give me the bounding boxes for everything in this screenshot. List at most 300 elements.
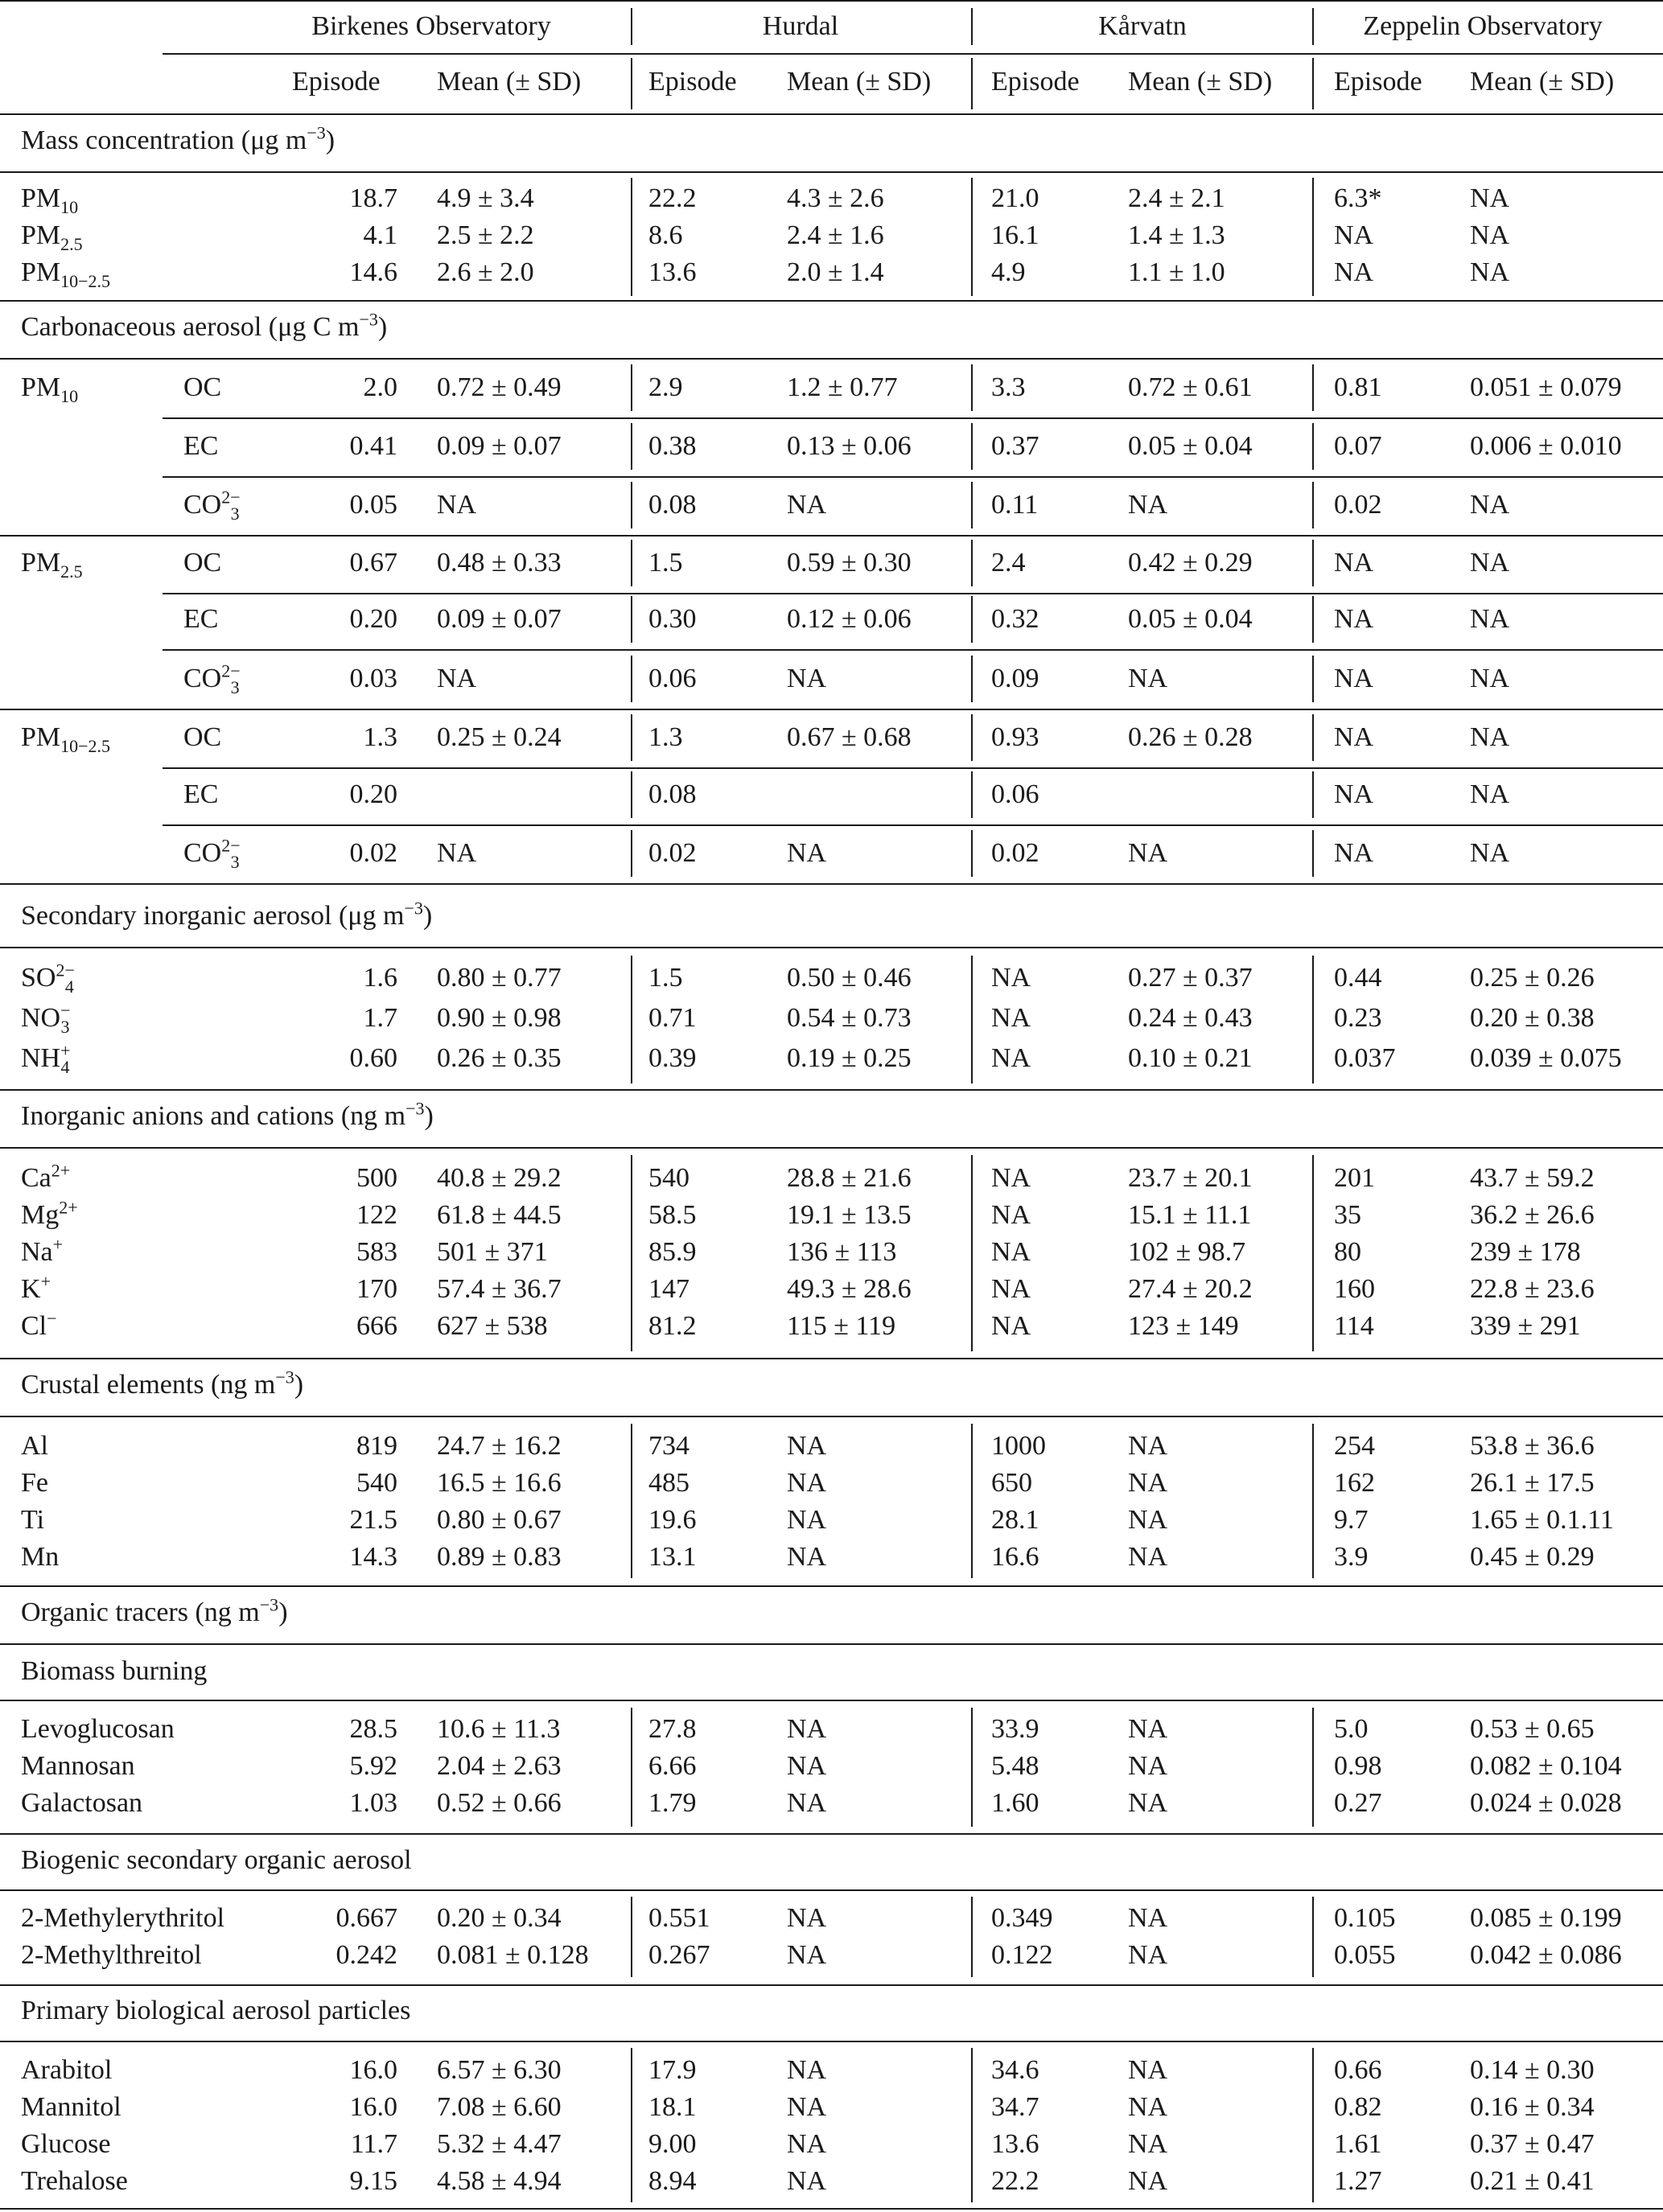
carbon-row-cell: 0.09 ± 0.07 — [437, 604, 562, 634]
ion-row-cell: 170 — [356, 1274, 397, 1304]
carbon-row-cell: 0.20 — [349, 604, 397, 634]
row-label-sup: + — [40, 1271, 51, 1292]
row-label-sub: 10−2.5 — [60, 270, 111, 291]
mass-row-cell: NA — [1334, 257, 1374, 287]
crustal-row-cell: NA — [1128, 1431, 1168, 1461]
rule — [0, 1984, 1663, 1986]
column-divider — [631, 178, 632, 296]
pm-group-label-span: PM — [21, 372, 61, 402]
secondary-row-cell: 0.039 ± 0.075 — [1470, 1043, 1622, 1073]
carbon-row-cell: 0.12 ± 0.06 — [787, 604, 912, 634]
row-label-sup: 2+ — [59, 1197, 78, 1218]
crustal-row-cell: 13.1 — [648, 1542, 697, 1572]
ion-row-cell: 114 — [1334, 1311, 1374, 1341]
rule — [0, 358, 1663, 360]
row-label — [21, 960, 75, 997]
biogenic-row-cell: 0.667 — [335, 1903, 397, 1933]
row-label — [21, 1160, 71, 1194]
site-header: Hurdal — [762, 11, 839, 41]
carbon-row-cell: 0.67 ± 0.68 — [787, 722, 912, 752]
section-title-organic-span: Organic tracers (ng m — [21, 1597, 260, 1627]
row-label-span: SO — [21, 963, 56, 993]
rule — [0, 947, 1663, 948]
rule — [0, 1089, 1663, 1091]
species-label-span: CO — [183, 838, 222, 868]
crustal-row-cell: 21.5 — [349, 1505, 397, 1535]
crustal-row-cell: NA — [787, 1431, 827, 1461]
carbon-row-cell: 0.20 — [349, 779, 397, 809]
secondary-row-cell: 0.25 ± 0.26 — [1470, 963, 1595, 993]
column-divider — [971, 58, 973, 109]
carbon-row-cell: 0.08 — [648, 490, 697, 520]
column-divider — [1312, 956, 1314, 1083]
biomass-row-cell: 33.9 — [991, 1714, 1039, 1744]
section-title-pbap — [21, 1996, 410, 2026]
column-divider — [631, 956, 632, 1083]
column-divider — [971, 1708, 973, 1827]
pbap-row-cell: NA — [1128, 2055, 1168, 2085]
pbap-row-cell: 18.1 — [648, 2092, 697, 2122]
biogenic-row-cell: 0.055 — [1334, 1940, 1396, 1970]
mean-header: Mean (± SD) — [437, 67, 582, 97]
species-label: EC — [183, 431, 219, 461]
pbap-row-cell: NA — [1128, 2092, 1168, 2122]
biomass-row-cell: 0.53 ± 0.65 — [1470, 1714, 1595, 1744]
carbon-row-cell: 0.05 ± 0.04 — [1128, 604, 1253, 634]
row-label — [21, 1308, 57, 1342]
column-divider — [971, 2048, 973, 2202]
row-label — [21, 1234, 64, 1268]
section-title-crustal — [21, 1367, 304, 1400]
rule — [0, 1700, 1663, 1701]
biogenic-row-cell: 0.349 — [991, 1903, 1053, 1933]
pbap-row-cell: NA — [1128, 2129, 1168, 2159]
crustal-row-cell: 1.65 ± 0.1.11 — [1470, 1505, 1614, 1535]
column-divider — [1312, 1897, 1314, 1977]
ion-row-cell: 15.1 ± 11.1 — [1128, 1200, 1252, 1230]
crustal-row-cell: 16.5 ± 16.6 — [437, 1468, 562, 1498]
row-label: Mannosan — [21, 1751, 135, 1781]
pm-group-label-sub: 10 — [60, 385, 79, 406]
crustal-row-cell: 24.7 ± 16.2 — [437, 1431, 562, 1461]
section-title-biomass-span: Biomass burning — [21, 1656, 208, 1686]
mass-row-cell: 2.0 ± 1.4 — [787, 257, 884, 287]
column-divider — [1312, 423, 1314, 470]
episode-header: Episode — [991, 67, 1080, 97]
carbon-row-cell: 0.48 ± 0.33 — [437, 548, 562, 578]
row-label-sub: 4 — [64, 976, 74, 997]
column-divider — [1312, 830, 1314, 877]
ion-row-cell: 40.8 ± 29.2 — [437, 1163, 562, 1193]
carbon-row-cell: 0.05 — [349, 490, 397, 520]
secondary-row-cell: 0.50 ± 0.46 — [787, 963, 912, 993]
biogenic-row-cell: 0.085 ± 0.199 — [1470, 1903, 1622, 1933]
row-label: Mannitol — [21, 2092, 121, 2122]
crustal-row-cell: 0.45 ± 0.29 — [1470, 1542, 1595, 1572]
column-divider — [631, 1897, 632, 1977]
crustal-row-cell: 254 — [1334, 1431, 1375, 1461]
carbon-row-cell: 0.006 ± 0.010 — [1470, 431, 1622, 461]
secondary-row-cell: NA — [991, 1003, 1031, 1033]
pbap-row-cell: 0.21 ± 0.41 — [1470, 2166, 1595, 2196]
pm-group-label — [21, 372, 79, 406]
secondary-row-cell: 0.60 — [349, 1043, 397, 1073]
row-label-span: PM — [21, 183, 61, 213]
carbon-row-cell: 0.38 — [648, 431, 697, 461]
row-label-span: K — [21, 1274, 41, 1304]
carbon-row-cell: NA — [437, 664, 477, 693]
mass-row-cell: 2.4 ± 1.6 — [787, 220, 884, 250]
pm-group-label — [21, 548, 83, 582]
carbon-row-cell: 0.26 ± 0.28 — [1128, 722, 1253, 752]
sub-rule — [163, 824, 1663, 826]
biogenic-row-cell: 0.122 — [991, 1940, 1053, 1970]
section-title-mass-span: Mass concentration (μg m — [21, 125, 307, 155]
mass-row-cell: 14.6 — [349, 257, 397, 287]
crustal-row-cell: 26.1 ± 17.5 — [1470, 1468, 1595, 1498]
ion-row-cell: 201 — [1334, 1163, 1375, 1193]
row-label-span: PM — [21, 220, 61, 250]
column-divider — [1312, 656, 1314, 702]
mass-row-cell: 13.6 — [648, 257, 697, 287]
secondary-row-cell: 1.6 — [363, 963, 397, 993]
carbon-row-cell: NA — [1470, 604, 1510, 634]
carbon-row-cell: 0.30 — [648, 604, 697, 634]
pbap-row-cell: 6.57 ± 6.30 — [437, 2055, 562, 2085]
species-label — [183, 835, 241, 872]
ion-row-cell: 19.1 ± 13.5 — [787, 1200, 912, 1230]
mass-row-cell: 4.9 — [991, 257, 1026, 287]
column-divider — [631, 1424, 632, 1578]
section-title-carbon — [21, 309, 388, 343]
pbap-row-cell: 11.7 — [350, 2129, 397, 2159]
mass-row-cell: 4.1 — [363, 220, 397, 250]
carbon-row-cell: NA — [1470, 722, 1510, 752]
column-divider — [631, 1708, 632, 1827]
crustal-row-cell: NA — [787, 1468, 827, 1498]
section-title-organic-span: ) — [278, 1597, 288, 1627]
secondary-row-cell: 0.26 ± 0.35 — [437, 1043, 562, 1073]
carbon-row-cell: 1.3 — [648, 722, 683, 752]
row-label — [21, 1197, 78, 1231]
crustal-row-cell: 14.3 — [349, 1542, 397, 1572]
biogenic-row-cell: 0.551 — [648, 1903, 710, 1933]
row-label-span: NO — [21, 1003, 61, 1033]
ion-row-cell: 36.2 ± 26.6 — [1470, 1200, 1595, 1230]
ion-row-cell: 501 ± 371 — [437, 1237, 548, 1267]
carbon-row-cell: 1.2 ± 0.77 — [787, 372, 898, 402]
row-label: Al — [21, 1431, 48, 1461]
column-divider — [1312, 714, 1314, 761]
ion-row-cell: 123 ± 149 — [1128, 1311, 1239, 1341]
rule — [0, 1833, 1663, 1835]
column-divider — [1312, 1424, 1314, 1578]
section-title-ions-span: ) — [424, 1101, 434, 1131]
row-label-span: NH — [21, 1043, 61, 1073]
crustal-row-cell: 16.6 — [991, 1542, 1039, 1572]
section-title-biogenic-span: Biogenic secondary organic aerosol — [21, 1845, 412, 1875]
rule — [0, 1643, 1663, 1645]
row-label-span: Na — [21, 1237, 53, 1267]
carbon-row-cell: NA — [1470, 779, 1510, 809]
ion-row-cell: NA — [991, 1237, 1031, 1267]
column-divider — [631, 714, 632, 761]
ion-row-cell: NA — [991, 1274, 1031, 1304]
section-title-organic-sup: −3 — [259, 1594, 279, 1615]
crustal-row-cell: 650 — [991, 1468, 1032, 1498]
column-divider — [971, 423, 973, 470]
pbap-row-cell: 9.00 — [648, 2129, 697, 2159]
sub-rule — [163, 593, 1663, 594]
rule — [0, 171, 1663, 173]
carbon-row-cell: 0.13 ± 0.06 — [787, 431, 912, 461]
biomass-row-cell: 5.92 — [349, 1751, 397, 1781]
column-divider — [971, 482, 973, 528]
biomass-row-cell: NA — [1128, 1714, 1168, 1744]
ion-row-cell: 58.5 — [648, 1200, 697, 1230]
ion-row-cell: 61.8 ± 44.5 — [437, 1200, 562, 1230]
crustal-row-cell: NA — [1128, 1542, 1168, 1572]
section-title-mass — [21, 122, 335, 156]
pbap-row-cell: 13.6 — [991, 2129, 1039, 2159]
mass-row-cell: 2.6 ± 2.0 — [437, 257, 534, 287]
ion-row-cell: 122 — [356, 1200, 397, 1230]
pbap-row-cell: 1.61 — [1334, 2129, 1382, 2159]
column-divider — [631, 1155, 632, 1351]
row-label-span: PM — [21, 257, 61, 287]
species-label: OC — [183, 548, 222, 578]
species-label: EC — [183, 604, 219, 634]
carbon-row-cell: NA — [1128, 838, 1168, 868]
ion-row-cell: NA — [991, 1163, 1031, 1193]
mass-row-cell: 1.1 ± 1.0 — [1128, 257, 1225, 287]
row-label — [21, 220, 83, 254]
row-label: Glucose — [21, 2129, 111, 2159]
carbon-row-cell: 0.25 ± 0.24 — [437, 722, 562, 752]
mass-row-cell: 2.4 ± 2.1 — [1128, 183, 1225, 213]
crustal-row-cell: 1000 — [991, 1431, 1046, 1461]
column-divider — [631, 771, 632, 818]
rule — [0, 2041, 1663, 2042]
row-label-sup: − — [47, 1308, 57, 1329]
mass-row-cell: NA — [1470, 220, 1510, 250]
biomass-row-cell: 1.79 — [648, 1788, 697, 1818]
ion-row-cell: 540 — [648, 1163, 689, 1193]
species-label: EC — [183, 779, 219, 809]
secondary-row-cell: 0.037 — [1334, 1043, 1396, 1073]
site-header: Birkenes Observatory — [311, 11, 551, 41]
ion-row-cell: NA — [991, 1311, 1031, 1341]
carbon-row-cell: NA — [787, 838, 827, 868]
ion-row-cell: 239 ± 178 — [1470, 1237, 1581, 1267]
pbap-row-cell: 0.66 — [1334, 2055, 1382, 2085]
crustal-row-cell: NA — [1128, 1505, 1168, 1535]
column-divider — [1312, 2048, 1314, 2202]
pbap-row-cell: 4.58 ± 4.94 — [437, 2166, 562, 2196]
pbap-row-cell: 34.6 — [991, 2055, 1039, 2085]
carbon-row-cell: NA — [437, 838, 477, 868]
row-label: Ti — [21, 1505, 45, 1535]
species-label — [183, 487, 241, 524]
biomass-row-cell: 27.8 — [648, 1714, 697, 1744]
species-label-sub: 3 — [230, 676, 240, 697]
row-label-span: Mg — [21, 1200, 60, 1230]
section-title-crustal-span: ) — [294, 1370, 304, 1400]
carbon-row-cell: 0.72 ± 0.61 — [1128, 372, 1253, 402]
carbon-row-cell: NA — [437, 490, 477, 520]
row-label-sub: 10 — [60, 196, 79, 217]
carbon-row-cell: NA — [1128, 664, 1168, 693]
sub-rule — [163, 417, 1663, 419]
mass-row-cell: 22.2 — [648, 183, 697, 213]
site-rule — [163, 53, 1663, 55]
column-divider — [631, 482, 632, 528]
pbap-row-cell: 0.16 ± 0.34 — [1470, 2092, 1595, 2122]
secondary-row-cell: 0.10 ± 0.21 — [1128, 1043, 1253, 1073]
mass-row-cell: 4.9 ± 3.4 — [437, 183, 534, 213]
crustal-row-cell: 734 — [648, 1431, 689, 1461]
carbon-row-cell: 0.11 — [991, 490, 1039, 520]
column-divider — [631, 540, 632, 586]
carbon-row-cell: 3.3 — [991, 372, 1026, 402]
ion-row-cell: 27.4 ± 20.2 — [1128, 1274, 1253, 1304]
species-label-sup: 2− — [221, 660, 241, 681]
bottom-rule — [0, 2208, 1663, 2210]
crustal-row-cell: NA — [787, 1505, 827, 1535]
carbon-row-cell: 0.59 ± 0.30 — [787, 548, 912, 578]
section-title-secondary — [21, 898, 433, 931]
carbon-row-cell: NA — [1334, 779, 1374, 809]
biogenic-row-cell: 0.267 — [648, 1940, 710, 1970]
ion-row-cell: 583 — [356, 1237, 397, 1267]
section-title-biomass — [21, 1656, 207, 1687]
column-divider — [1312, 771, 1314, 818]
column-divider — [971, 1424, 973, 1578]
column-divider — [971, 8, 973, 45]
section-rule — [0, 883, 1663, 885]
row-label-sub: 4 — [60, 1056, 70, 1077]
ion-row-cell: 115 ± 119 — [787, 1311, 896, 1341]
carbon-row-cell: 0.02 — [1334, 490, 1382, 520]
biomass-row-cell: 10.6 ± 11.3 — [437, 1714, 561, 1744]
carbon-row-cell: 0.81 — [1334, 372, 1382, 402]
secondary-row-cell: NA — [991, 1043, 1031, 1073]
carbon-row-cell: 2.4 — [991, 548, 1026, 578]
top-rule — [0, 0, 1663, 2]
pbap-row-cell: 8.94 — [648, 2166, 697, 2196]
section-title-ions-sup: −3 — [405, 1098, 425, 1119]
rule — [0, 1585, 1663, 1587]
carbon-row-cell: NA — [1334, 604, 1374, 634]
pbap-row-cell: NA — [787, 2166, 827, 2196]
column-divider — [1312, 596, 1314, 643]
section-title-crustal-span: Crustal elements (ng m — [21, 1370, 276, 1400]
episode-header: Episode — [1334, 67, 1422, 97]
group-rule — [0, 709, 1663, 710]
ion-row-cell: 80 — [1334, 1237, 1361, 1267]
column-divider — [971, 540, 973, 586]
species-label-sup: 2− — [221, 487, 241, 508]
species-label — [183, 660, 241, 697]
mass-row-cell: 1.4 ± 1.3 — [1128, 220, 1225, 250]
crustal-row-cell: 485 — [648, 1468, 689, 1498]
section-title-secondary-sup: −3 — [404, 898, 423, 919]
species-label-sub: 3 — [230, 503, 240, 524]
pbap-row-cell: 9.15 — [349, 2166, 397, 2196]
carbon-row-cell: 0.42 ± 0.29 — [1128, 548, 1253, 578]
column-divider — [1312, 178, 1314, 296]
pbap-row-cell: NA — [1128, 2166, 1168, 2196]
ion-row-cell: 23.7 ± 20.1 — [1128, 1163, 1253, 1193]
column-divider — [1312, 1155, 1314, 1351]
rule — [0, 1416, 1663, 1417]
mass-row-cell: NA — [1470, 257, 1510, 287]
secondary-row-cell: 1.7 — [363, 1003, 397, 1033]
section-title-organic — [21, 1594, 288, 1628]
column-divider — [1312, 1708, 1314, 1827]
row-label-sub: 3 — [60, 1016, 70, 1037]
pbap-row-cell: 34.7 — [991, 2092, 1039, 2122]
secondary-row-cell: 0.44 — [1334, 963, 1382, 993]
carbon-row-cell: 0.93 — [991, 722, 1039, 752]
biomass-row-cell: NA — [787, 1788, 827, 1818]
column-divider — [1312, 8, 1314, 45]
section-title-crustal-sup: −3 — [275, 1367, 294, 1388]
column-divider — [1312, 364, 1314, 411]
ion-row-cell: 500 — [356, 1163, 397, 1193]
mass-row-cell: 21.0 — [991, 183, 1039, 213]
carbon-row-cell: 0.02 — [991, 838, 1039, 868]
biogenic-row-cell: 0.20 ± 0.34 — [437, 1903, 562, 1933]
section-title-ions-span: Inorganic anions and cations (ng m — [21, 1101, 406, 1131]
mass-row-cell: 4.3 ± 2.6 — [787, 183, 884, 213]
row-label — [21, 1271, 51, 1305]
column-divider — [631, 656, 632, 702]
carbon-row-cell: NA — [1334, 838, 1374, 868]
column-divider — [631, 830, 632, 877]
carbon-row-cell: NA — [1334, 722, 1374, 752]
row-label: Fe — [21, 1468, 48, 1498]
crustal-row-cell: 9.7 — [1334, 1505, 1369, 1535]
crustal-row-cell: 0.80 ± 0.67 — [437, 1505, 562, 1535]
biomass-row-cell: 0.52 ± 0.66 — [437, 1788, 562, 1818]
secondary-row-cell: 0.19 ± 0.25 — [787, 1043, 912, 1073]
ion-row-cell: 81.2 — [648, 1311, 697, 1341]
biomass-row-cell: NA — [1128, 1788, 1168, 1818]
pbap-row-cell: 0.14 ± 0.30 — [1470, 2055, 1595, 2085]
mean-header: Mean (± SD) — [1470, 67, 1615, 97]
header-rule — [0, 113, 1663, 115]
secondary-row-cell: 0.71 — [648, 1003, 697, 1033]
carbon-row-cell: NA — [1334, 548, 1374, 578]
carbon-row-cell: NA — [1470, 490, 1510, 520]
crustal-row-cell: 53.8 ± 36.6 — [1470, 1431, 1595, 1461]
mass-row-cell: 8.6 — [648, 220, 683, 250]
species-label-sub: 3 — [230, 851, 240, 872]
biomass-row-cell: 0.024 ± 0.028 — [1470, 1788, 1622, 1818]
carbon-row-cell: 0.051 ± 0.079 — [1470, 372, 1622, 402]
section-title-secondary-span: ) — [422, 901, 433, 931]
column-divider — [971, 830, 973, 877]
ion-row-cell: 28.8 ± 21.6 — [787, 1163, 912, 1193]
row-label-sup: 2+ — [51, 1160, 71, 1181]
pbap-row-cell: 22.2 — [991, 2166, 1039, 2196]
ion-row-cell: 57.4 ± 36.7 — [437, 1274, 562, 1304]
carbon-row-cell: 0.05 ± 0.04 — [1128, 431, 1253, 461]
site-header: Kårvatn — [1098, 11, 1187, 41]
rule — [0, 1889, 1663, 1891]
pm-group-label-sub: 10−2.5 — [60, 735, 111, 756]
